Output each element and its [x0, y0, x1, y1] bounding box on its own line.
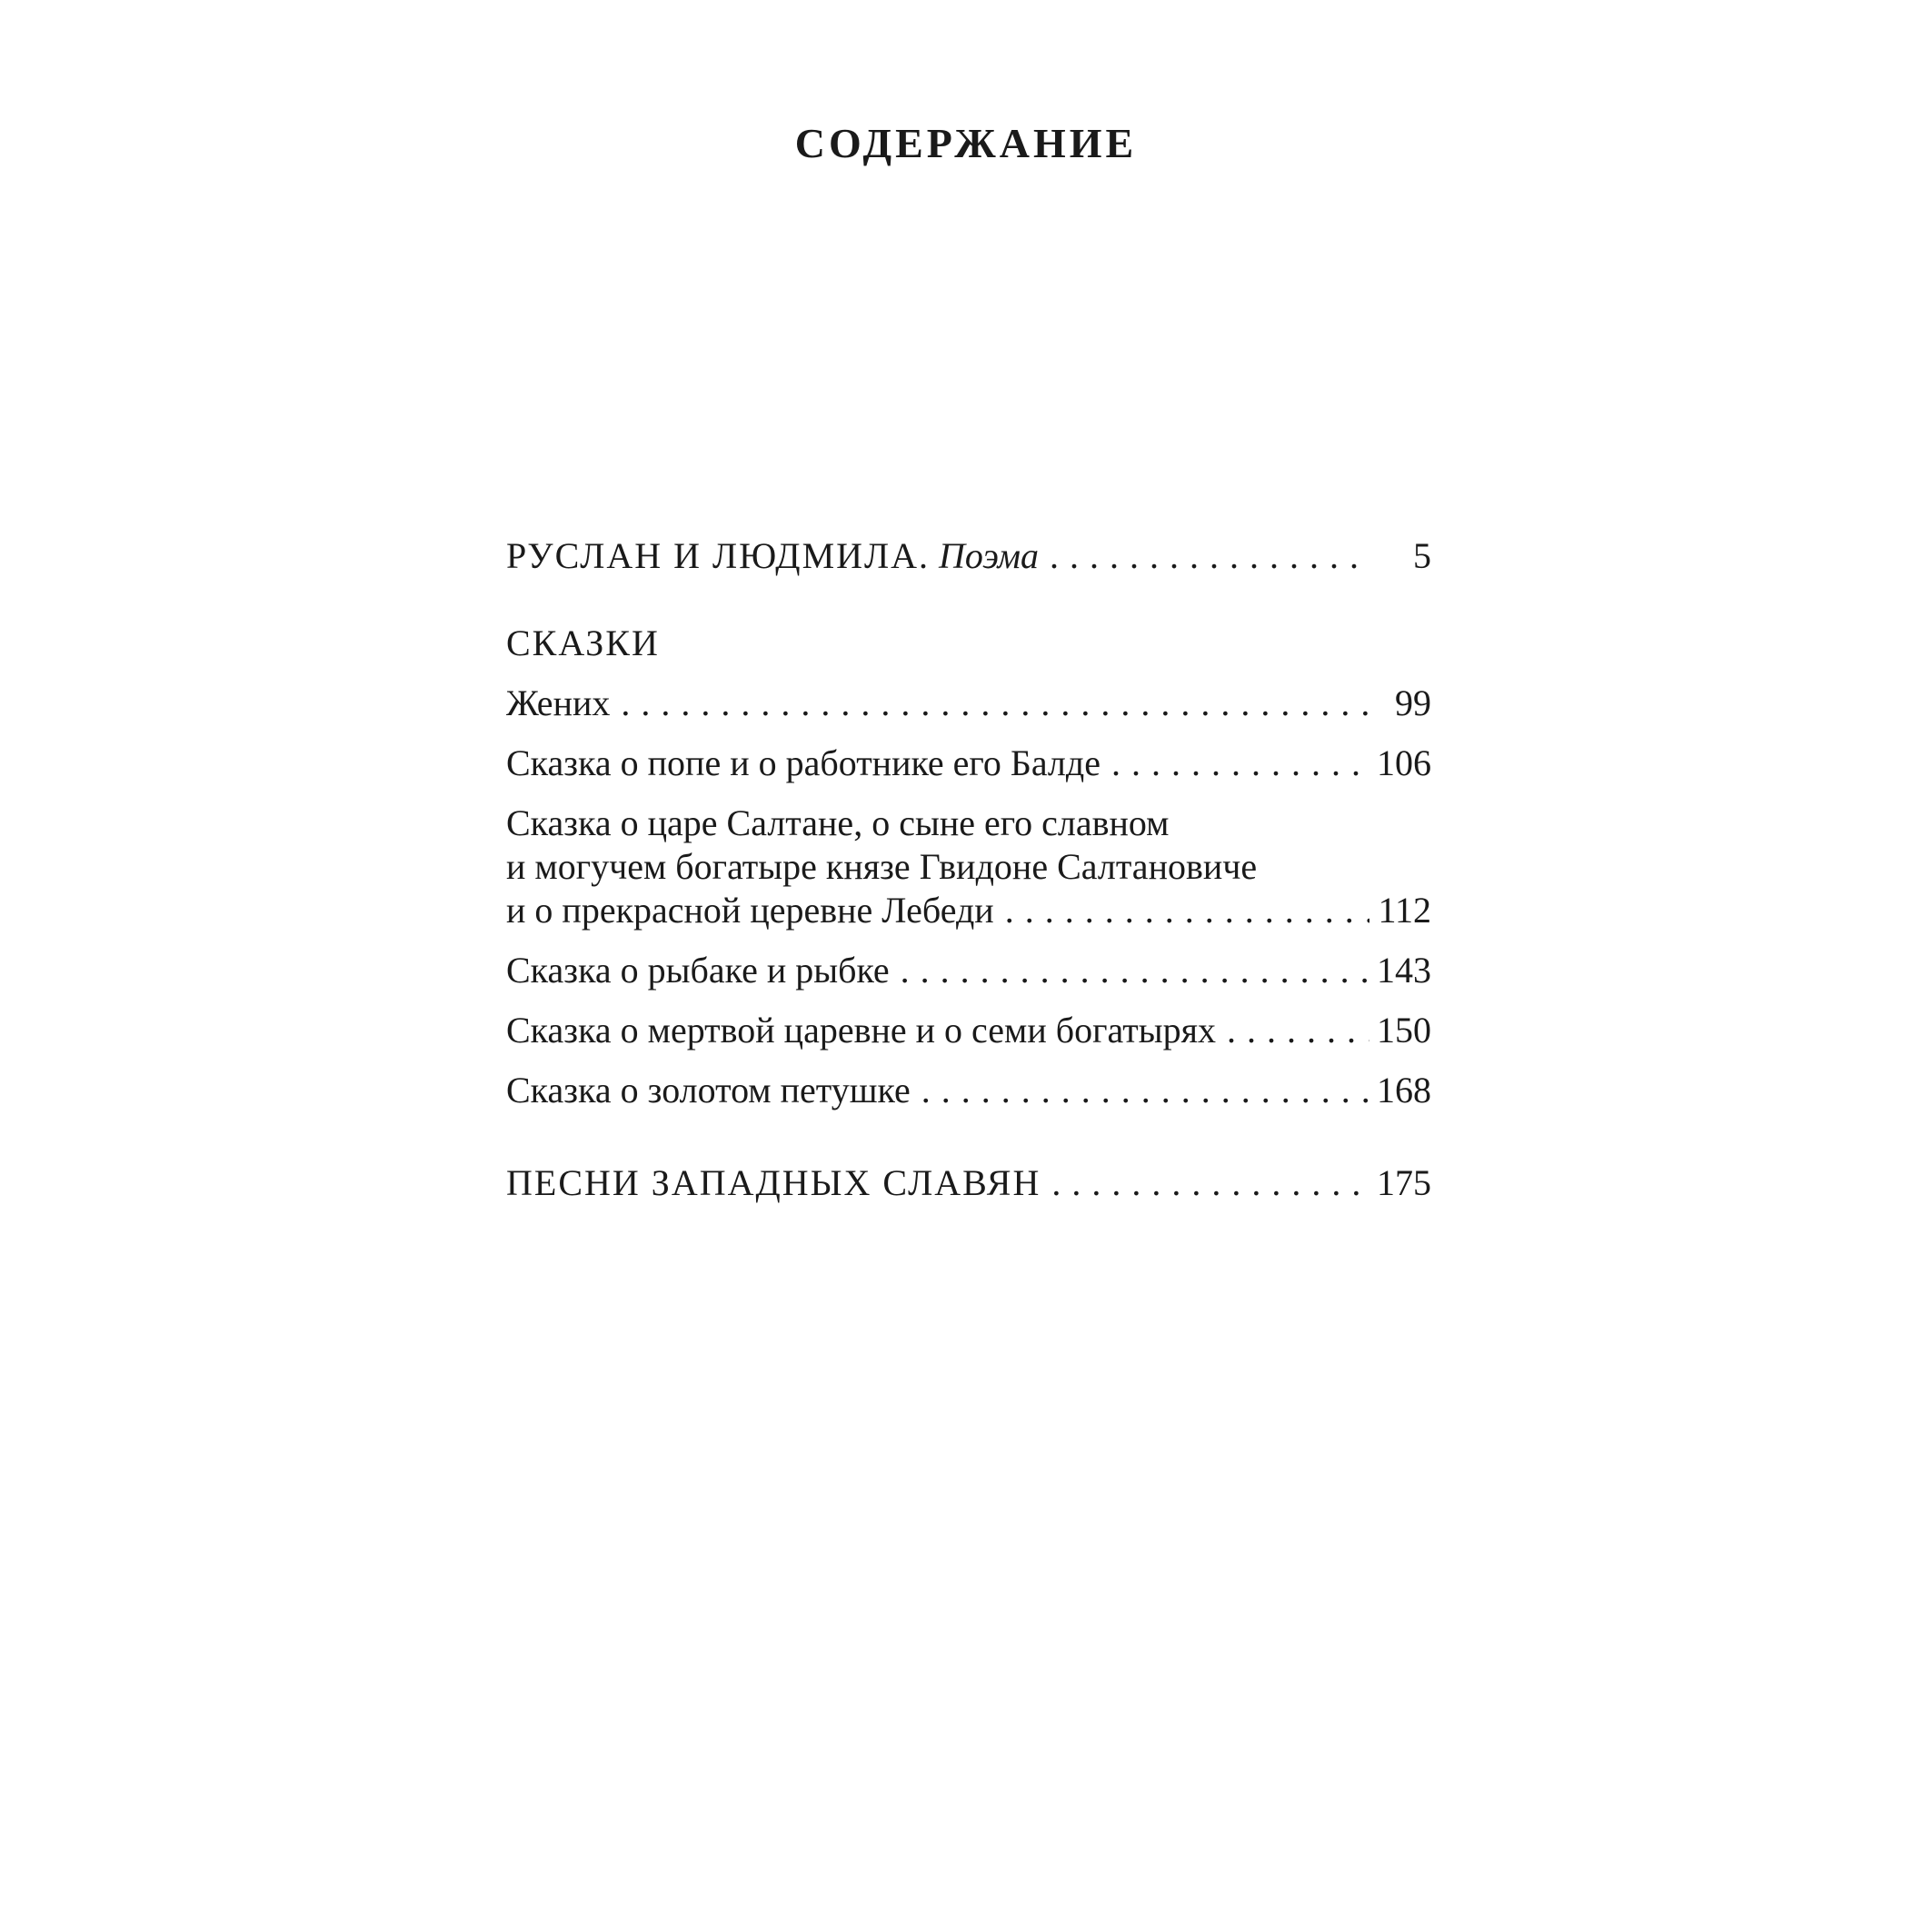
- toc-entry-title: [506, 534, 1039, 578]
- toc-entry-line: [506, 889, 1431, 932]
- toc-entry-pesni[interactable]: [506, 1161, 1431, 1205]
- toc-page-number: 168: [1377, 1070, 1431, 1110]
- toc-entry-title: Сказка о золотом петушке: [506, 1070, 911, 1110]
- toc-entry-line: [506, 682, 1431, 725]
- toc-entry-ruslan[interactable]: [506, 534, 1431, 578]
- toc-entry-title: Жених: [506, 682, 611, 723]
- toc-entry-story[interactable]: [506, 1069, 1431, 1112]
- toc-entry-line: [506, 742, 1431, 785]
- toc-entry-title-line: и о прекрасной церевне Лебеди: [506, 890, 994, 931]
- dot-leader: [1050, 534, 1369, 578]
- toc-entry-title: Сказка о рыбаке и рыбке: [506, 950, 890, 991]
- toc-entry-title-main: РУСЛАН И ЛЮДМИЛА.: [506, 535, 931, 576]
- toc-entry-title: Сказка о мертвой царевне и о семи богатырях: [506, 1010, 1216, 1051]
- dot-leader: [901, 949, 1369, 992]
- toc-entry-line: [506, 1009, 1431, 1052]
- toc-entry-subtitle: Поэма: [939, 535, 1040, 576]
- toc-page-number: 112: [1378, 890, 1431, 931]
- page-title: СОДЕРЖАНИЕ: [794, 120, 1138, 166]
- toc-entry-line: [506, 534, 1431, 578]
- toc-entry-title: ПЕСНИ ЗАПАДНЫХ СЛАВЯН: [506, 1162, 1041, 1203]
- toc-page-number: 175: [1377, 1162, 1431, 1203]
- toc-entry-story[interactable]: [506, 802, 1431, 932]
- dot-leader: [621, 682, 1369, 725]
- toc-entry-title: Сказка о попе и о работнике его Балде: [506, 742, 1100, 783]
- section-heading-skazki: СКАЗКИ: [506, 622, 660, 663]
- toc-page-number: 106: [1377, 742, 1431, 783]
- toc-entry-title-line: Сказка о царе Салтане, о сыне его славном: [506, 802, 1170, 843]
- toc-page-number: 143: [1377, 950, 1431, 991]
- dot-leader: [1005, 889, 1369, 932]
- toc-entry-story[interactable]: [506, 1009, 1431, 1052]
- toc-page-number: 150: [1377, 1010, 1431, 1051]
- dot-leader: [1227, 1009, 1369, 1052]
- dot-leader: [921, 1069, 1369, 1112]
- table-of-contents: [506, 534, 1431, 1205]
- toc-entry-line: [506, 1069, 1431, 1112]
- toc-entry-line: [506, 1161, 1431, 1205]
- toc-entry-story[interactable]: [506, 742, 1431, 785]
- toc-entry-title-line: и могучем богатыре князе Гвидоне Салтановиче: [506, 846, 1258, 887]
- toc-page-number: 5: [1413, 535, 1431, 576]
- toc-entry-story[interactable]: [506, 949, 1431, 992]
- toc-entry-title-multiline: [506, 802, 1431, 889]
- dot-leader: [1111, 742, 1369, 785]
- toc-page-number: 99: [1395, 682, 1431, 723]
- toc-entry-line: [506, 949, 1431, 992]
- dot-leader: [1051, 1161, 1369, 1205]
- toc-entry-story[interactable]: [506, 682, 1431, 725]
